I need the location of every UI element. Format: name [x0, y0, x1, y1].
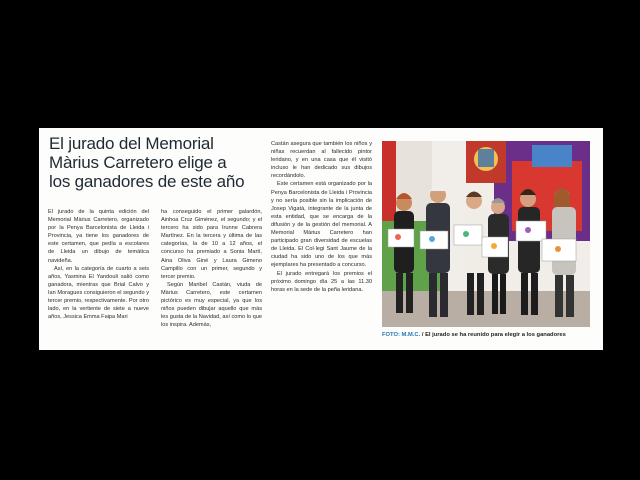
paragraph: ha conseguido el primer galardón, Ainhoa Cruz Giménez, el segundo; y el tercero ha sido para Irunne Cabrera Martínez. En la tercera y última de las categorías, la de 10 a 12 años, el concurso ha premiado a Sonia Martí, Aina Oliva Giné y Laura Gimeno Campillo con un primer, segundo y tercer premio.	[161, 209, 262, 280]
article-column-2	[161, 208, 262, 329]
paragraph: El jurado de la quinta edición del Memorial Màrius Carretero, organizado por la Penya Barcelonista de Lleida i Provincia, ya tiene los ganadores de este certamen, que pedía a escolares de Lleida un dibujo de temática navideña.	[48, 209, 149, 264]
paragraph: Este certamen está organizado por la Penya Barcelonista de Lleida i Provincia y no sería posible sin la implicación de Josep Vigatà, integrante de la junta de esta entidad, que se encarga de la difusión y de la gestión del memorial. A Memorial Màrius Carretero han participado gran diversidad de escuelas de Lleida. El Col·legi Sant Jaume de la ciudad ha sido uno de los que más ejemplares ha presentado a concurso.	[271, 181, 372, 269]
headline	[49, 134, 254, 191]
headline-line-3: los ganadores de este año	[49, 172, 245, 191]
paragraph: Castán asegura que también los niños y niñas recuerdan al fallecido pintor leridano, y en una casa que él visitó incluso le han dedicado sus dibujos recordándolo.	[271, 141, 372, 180]
headline-line-2: Màrius Carretero elige a	[49, 153, 227, 172]
article-column-3	[271, 140, 372, 294]
paragraph: Así, en la categoría de cuarto a seis años, Yasmina El Yandouli salió como ganadora, mientras que Brial Calvo y Ian Moragues consiguieron el segundo y tercer premio, respectivamente. Por otro lado, en la vertiente de siete a nueve años, Jessica Emma Faipa Mari	[48, 265, 149, 321]
photo-credit: FOTO: M.M.C.	[382, 332, 421, 338]
group-photo-icon	[382, 141, 590, 327]
caption-separator: /	[420, 332, 426, 338]
paragraph: Según Maribel Castán, viuda de Màrius Carretero, este certamen pictórico es muy especial, ya que los niños pueden dibujar aquello que más les gusta de la Navidad, así como lo que los inspira. Además,	[161, 281, 262, 329]
headline-line-1: El jurado del Memorial	[49, 134, 214, 153]
newspaper-clipping	[39, 128, 603, 350]
jury-group-photo	[382, 141, 590, 327]
paragraph: El jurado entregará los premios el próximo domingo día 25 a las 11.30 horas en la sede de la peña leridana.	[271, 270, 372, 293]
photo-caption	[382, 332, 597, 339]
article-column-1	[48, 208, 149, 321]
caption-text: El jurado se ha reunido para elegir a los ganadores	[425, 332, 566, 338]
